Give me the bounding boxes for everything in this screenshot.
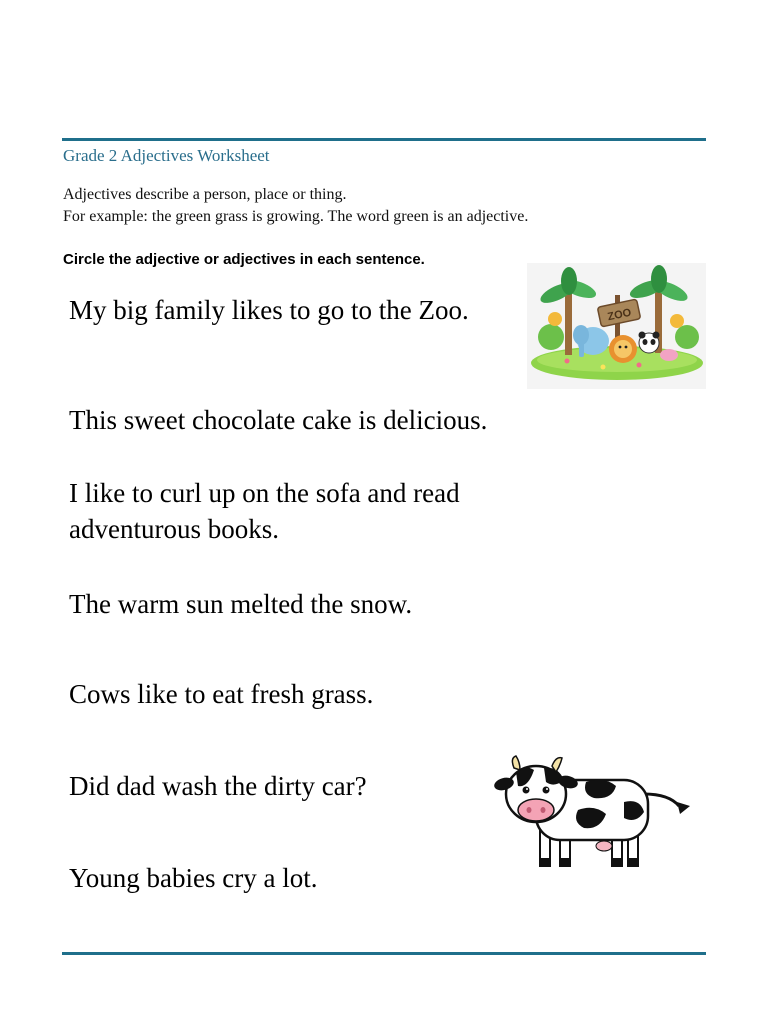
cow-illustration-icon <box>494 754 696 872</box>
intro-line-2: For example: the green grass is growing. The word green is an adjective. <box>63 208 529 225</box>
zoo-sign-text: ZOO <box>606 306 633 324</box>
zoo-illustration-icon <box>527 263 706 389</box>
sentence-2: This sweet chocolate cake is delicious. <box>69 405 488 435</box>
sentence-7: Young babies cry a lot. <box>69 863 318 893</box>
bottom-divider <box>62 952 706 955</box>
sentence-5: Cows like to eat fresh grass. <box>69 679 374 709</box>
intro-line-1: Adjectives describe a person, place or thing. <box>63 186 347 203</box>
instruction-text: Circle the adjective or adjectives in each sentence. <box>63 251 425 268</box>
top-divider <box>62 138 706 141</box>
sentence-6: Did dad wash the dirty car? <box>69 771 367 801</box>
intro-text <box>63 184 528 228</box>
worksheet-title: Grade 2 Adjectives Worksheet <box>63 146 270 165</box>
sentence-1: My big family likes to go to the Zoo. <box>69 295 469 325</box>
sentence-3: I like to curl up on the sofa and read adventurous books. <box>69 478 460 544</box>
sentence-4: The warm sun melted the snow. <box>69 589 413 619</box>
